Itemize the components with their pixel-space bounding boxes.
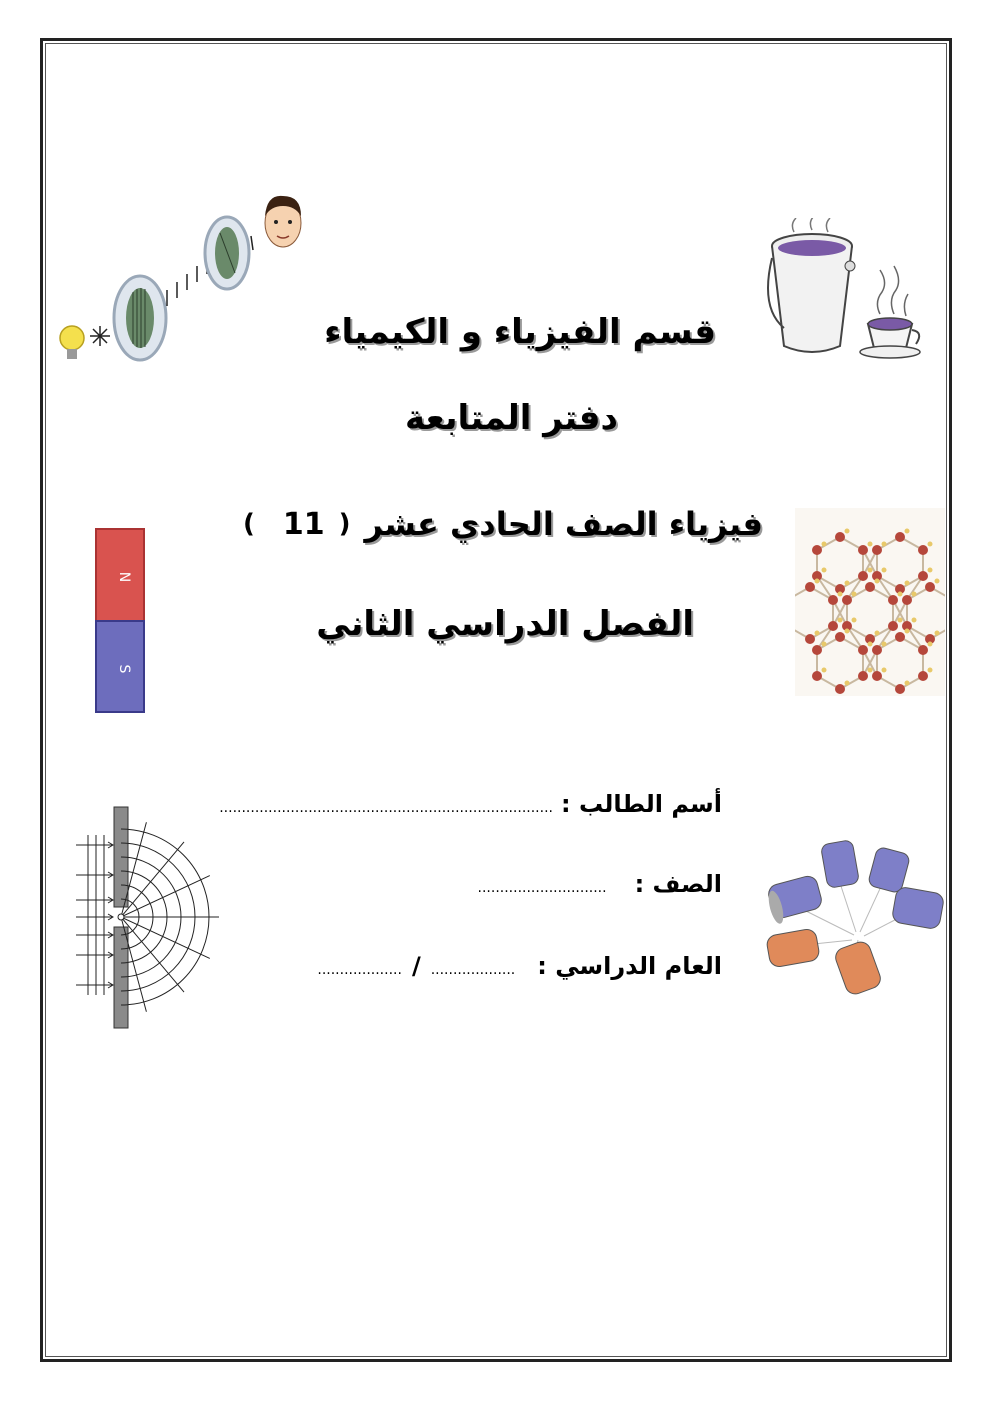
polarizer-1 — [114, 276, 166, 360]
class-label: الصف : — [634, 870, 722, 898]
lattice-hydrogen — [928, 668, 933, 673]
lattice-atom — [895, 532, 905, 542]
polarizer-2 — [205, 217, 249, 289]
lattice-hydrogen — [868, 568, 873, 573]
diffracted-ray — [121, 842, 184, 917]
lattice-hydrogen — [905, 581, 910, 586]
student-name-blank[interactable]: ........................................................................... — [219, 800, 553, 816]
lattice-hydrogen — [905, 529, 910, 534]
diffracted-ray — [121, 917, 210, 958]
bar-magnet-illustration — [94, 527, 146, 714]
lattice-hydrogen — [838, 592, 843, 597]
lattice-atom — [888, 621, 898, 631]
grade-number: 11 — [282, 506, 325, 542]
diffracted-ray — [121, 917, 184, 992]
magnet-south-label: S — [116, 664, 132, 674]
lattice-atom — [925, 582, 935, 592]
lattice-atom — [872, 671, 882, 681]
lattice-atom — [902, 595, 912, 605]
magnet-north-label: N — [116, 571, 132, 583]
capacitor-orange-1 — [766, 928, 821, 968]
lattice-hydrogen — [822, 542, 827, 547]
lattice-atom — [835, 684, 845, 694]
lattice-hydrogen — [868, 642, 873, 647]
lattice-atom — [805, 634, 815, 644]
diffracted-ray — [121, 876, 210, 917]
lattice-hydrogen — [905, 681, 910, 686]
notebook-title: دفتر المتابعة — [404, 398, 618, 438]
teacup-icon — [860, 266, 920, 358]
lattice-hydrogen — [882, 642, 887, 647]
diffracted-rays — [121, 822, 219, 1011]
capacitors-illustration — [764, 840, 944, 1000]
capacitor-blue-1 — [766, 874, 824, 925]
grade-title — [243, 505, 763, 543]
capacitor-blue-4 — [891, 886, 944, 930]
lattice-hydrogen — [898, 618, 903, 623]
light-rays-icon — [90, 326, 110, 346]
lattice-hydrogen — [852, 592, 857, 597]
student-name-field — [219, 790, 722, 818]
lattice-hydrogen — [928, 568, 933, 573]
lattice-atom — [888, 595, 898, 605]
lattice-hydrogen — [845, 629, 850, 634]
lattice-hydrogen — [845, 529, 850, 534]
lattice-atom — [865, 582, 875, 592]
lattice-hydrogen — [852, 618, 857, 623]
observer-face-icon — [265, 196, 301, 247]
year-field — [317, 952, 722, 980]
lattice-atom — [858, 545, 868, 555]
year-blank-2[interactable]: ................... — [317, 962, 402, 978]
lattice-atom — [835, 632, 845, 642]
lattice-atom — [918, 671, 928, 681]
grade-label: فيزياء الصف الحادي عشر — [364, 505, 763, 543]
lattice-hydrogen — [845, 681, 850, 686]
lattice-hydrogen — [815, 579, 820, 584]
incident-wavefronts — [76, 835, 113, 995]
lattice-hydrogen — [898, 592, 903, 597]
term-title: الفصل الدراسي الثاني — [316, 604, 694, 644]
department-title: قسم الفيزياء و الكيمياء — [324, 312, 716, 352]
grade-close-paren: ) — [242, 509, 255, 539]
lattice-atom — [918, 571, 928, 581]
capacitor-blue-3 — [867, 846, 910, 893]
lattice-hydrogen — [868, 542, 873, 547]
lattice-hydrogen — [928, 642, 933, 647]
year-separator: / — [411, 952, 421, 980]
student-name-label: أسم الطالب : — [560, 790, 722, 818]
lattice-hydrogen — [845, 581, 850, 586]
lattice-atom — [828, 621, 838, 631]
polarized-wave-arrows — [167, 258, 207, 306]
lattice-atom — [895, 684, 905, 694]
lattice-atom — [895, 632, 905, 642]
capacitor-orange-2 — [833, 939, 883, 996]
lattice-atom — [842, 595, 852, 605]
lattice-atom — [805, 582, 815, 592]
lattice-hydrogen — [838, 618, 843, 623]
lattice-hydrogen — [882, 668, 887, 673]
lattice-hydrogen — [935, 631, 940, 636]
lattice-hydrogen — [905, 629, 910, 634]
light-bulb-icon — [60, 326, 84, 359]
lattice-atom — [858, 645, 868, 655]
lattice-hydrogen — [822, 668, 827, 673]
lattice-hydrogen — [882, 568, 887, 573]
lattice-atom — [828, 595, 838, 605]
lattice-hydrogen — [912, 618, 917, 623]
lattice-atom — [858, 671, 868, 681]
lattice-hydrogen — [935, 579, 940, 584]
lattice-hydrogen — [882, 542, 887, 547]
lattice-atom — [872, 545, 882, 555]
single-slit-diffraction-illustration — [70, 805, 222, 1030]
lattice-hydrogen — [928, 542, 933, 547]
lattice-atom — [918, 645, 928, 655]
lattice-hydrogen — [822, 642, 827, 647]
lattice-hydrogen — [815, 631, 820, 636]
lattice-hydrogen — [868, 668, 873, 673]
heat-bucket-cup-illustration — [764, 218, 924, 366]
lattice-atom — [858, 571, 868, 581]
class-blank[interactable]: ............................. — [477, 880, 607, 896]
molecular-lattice-illustration — [795, 508, 945, 696]
lattice-hydrogen — [875, 631, 880, 636]
lattice-atom — [872, 645, 882, 655]
lattice-hydrogen — [912, 592, 917, 597]
lattice-atom — [812, 645, 822, 655]
year-label: العام الدراسي : — [537, 952, 722, 980]
lattice-atom — [812, 671, 822, 681]
year-blank-1[interactable]: ................... — [430, 962, 516, 978]
capacitor-blue-2 — [820, 840, 859, 888]
lattice-atom — [918, 545, 928, 555]
bucket-icon — [768, 218, 855, 352]
polarization-illustration — [55, 178, 307, 383]
lattice-atom — [835, 532, 845, 542]
class-field — [478, 870, 722, 898]
grade-open-paren: ( — [338, 509, 351, 539]
lattice-hydrogen — [822, 568, 827, 573]
lattice-hydrogen — [875, 579, 880, 584]
lattice-atom — [812, 545, 822, 555]
